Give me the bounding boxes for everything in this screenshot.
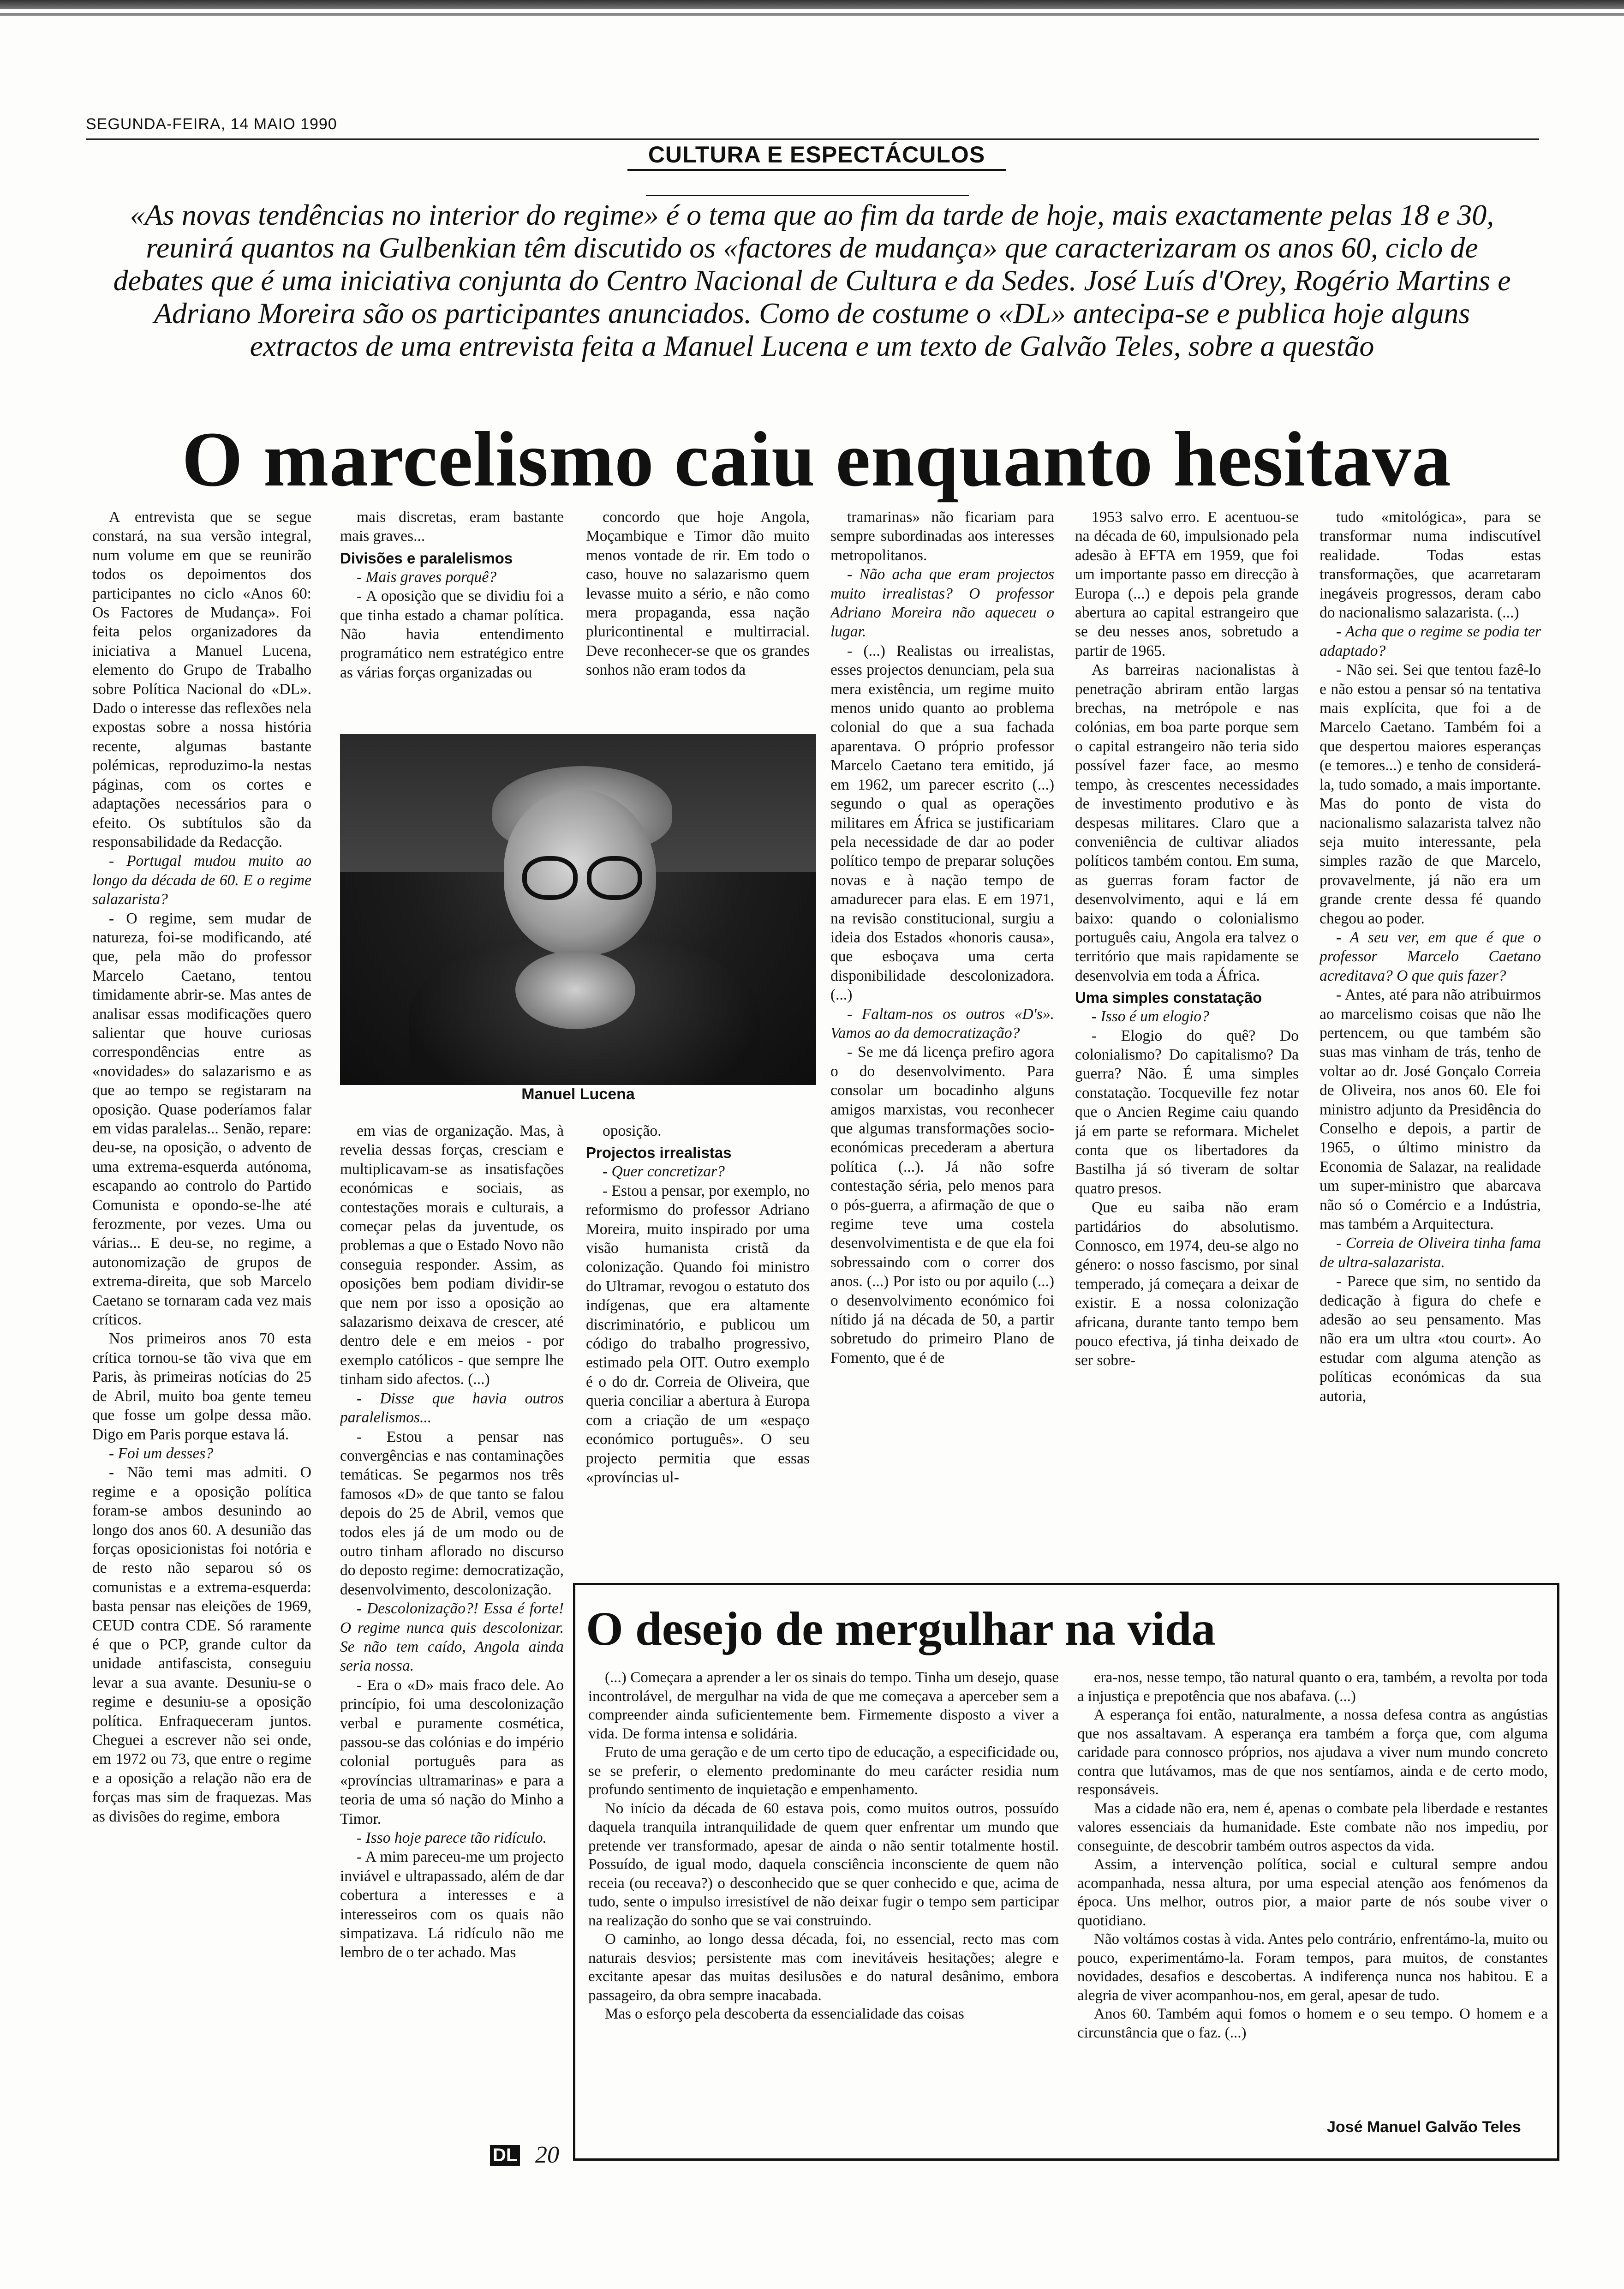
column-3-top <box>586 508 810 720</box>
subheading: Projectos irrealistas <box>586 1144 732 1162</box>
body-paragraph: 1953 salvo erro. E acentuou-se na década de 60, impulsionado pela adesão à EFTA em 1959, que foi um importante passo em direcção à Europa (...) e depois pela grande abertura ao capital estrangeiro que se deu nesses anos, sobretudo a partir de 1965. <box>1075 509 1299 659</box>
sidebar-title: O desejo de mergulhar na vida <box>586 1602 1216 1655</box>
sidebar-paragraph: (...) Começara a aprender a ler os sinais do tempo. Tinha um desejo, quase incontrolável, de mergulhar na vida de que me começava a aperceber sem a compreender ainda suficientemente bem. Firmemente disposto a viver a vida. De forma intensa e solidária. <box>588 1669 1059 1742</box>
page-date: SEGUNDA-FEIRA, 14 MAIO 1990 <box>86 115 337 133</box>
interview-question: - Faltam-nos os outros «D's». Vamos ao da democratização? <box>830 1005 1054 1042</box>
column-1 <box>92 508 311 2178</box>
body-paragraph: em vias de organização. Mas, à revelia dessas forças, cresciam e multiplicavam-se as insatisfações económicas e sociais, as contestações morais e culturais, a começar pelas da juventude, os problemas a que o Estado Novo não conseguia responder. Assim, as oposições bem podiam dividir-se que nem por isso a oposição ao salazarismo deixava de crescer, até dentro dele e em meios - por exemplo católicos - que sempre lhe tinham sido afectos. (...) <box>340 1122 564 1388</box>
sidebar-paragraph: era-nos, nesse tempo, tão natural quanto o era, também, a revolta por toda a injustiça e prepotência que nos abafava. (...) <box>1077 1669 1548 1705</box>
body-paragraph: - Estou a pensar, por exemplo, no reformismo do professor Adriano Moreira, muito inspirado por uma visão humanista cristã da colonização. Quando foi ministro do Ultramar, revogou o estatuto dos indígenas, que era altamente discriminatório, e publicou um código do trabalho progressivo, estimado pela OIT. Outro exemplo é o do dr. Correia de Oliveira, que queria conciliar a abertura à Europa com a criação de um «espaço económico português». O seu projecto permitia que essas «províncias ul- <box>586 1182 810 1486</box>
body-paragraph: - O regime, sem mudar de natureza, foi-se modificando, até que, pela mão do professor Marcelo Caetano, tentou timidamente abrir-se. Mas antes de analisar essas modificações quero salientar que houve curiosas correspondências entre as «novidades» do salazarismo e as que ao tempo se registaram na oposição. Quase poderíamos falar em vidas paralelas... Senão, repare: deu-se, na oposição, o advento de uma extrema-esquerda autónoma, escapando ao controlo do Partido Comunista e opondo-se-lhe até ferozmente, por vezes. Uma ou várias... E deu-se, no regime, a autonomização de grupos de extrema-direita, que sob Marcelo Caetano se tornaram cada vez mais críticos. <box>92 910 311 1329</box>
interview-question: - Não acha que eram projectos muito irrealistas? O professor Adriano Moreira não aqueceu o lugar. <box>830 566 1054 641</box>
sidebar-paragraph: Mas o esforço pela descoberta da essencialidade das coisas <box>605 2006 964 2022</box>
body-paragraph: - Não sei. Sei que tentou fazê-lo e não estou a pensar só na tentativa mais explícita, que foi a de Marcelo Caetano. Também foi a que despertou maiores esperanças (e temores...) e tenho de considerá-la, tudo somado, a mais importante. Mas do ponto de vista do nacionalismo salazarista talvez não seja muito interessante, pela simples razão de que Marcelo, provavelmente, já não era um grande crente dessa fé quando chegou ao poder. <box>1320 661 1541 927</box>
headline: O marcelismo caiu enquanto hesitava <box>182 416 1451 503</box>
column-5 <box>1075 508 1299 1574</box>
body-paragraph: - Não temi mas admiti. O regime e a oposição política foram-se ambos desunindo ao longo dos anos 60. A desunião das forças oposicionistas foi notória e de resto não separou só os comunistas e a extrema-esquerda: basta pensar nas eleições de 1969, CEUD contra CDE. Só raramente é que o PCP, grande cultor da unidade antifascista, conseguiu levar a sua avante. Desuniu-se o regime e desuniu-se a oposição política. Enfraqueceram juntos. Cheguei a escrever não sei onde, em 1972 ou 73, que entre o regime e a oposição a relação não era de forças mas sim de fraquezas. Mas as divisões do regime, embora <box>92 1464 311 1825</box>
sidebar-paragraph: Fruto de uma geração e de um certo tipo de educação, a especificidade ou, se se preferir, o elemento predominante do meu carácter residia num profundo sentimento de inquietação e empenhamento. <box>588 1744 1059 1798</box>
body-paragraph: Que eu saiba não eram partidários do absolutismo. Connosco, em 1974, deu-se algo no género: o nosso fascismo, por sinal temperado, já começara a deixar de existir. E a nossa colonização africana, durante tanto tempo bem pouco efectiva, já tinha deixado de ser sobre- <box>1075 1199 1299 1369</box>
body-paragraph: - Se me dá licença prefiro agora o do desenvolvimento. Para consolar um bocadinho alguns amigos marxistas, vou reconhecer que algumas transformações socio-económicas precederam a abertura política (...). Já não sofre contestação séria, pelo menos para o pós-guerra, a afirmação de que o regime teve uma costela desenvolvimentista e de que ela foi sobressaindo com o correr dos anos. (...) Por isto ou por aquilo (...) o desenvolvimento económico foi nítido já na década de 50, a partir sobretudo do primeiro Plano de Fomento, que é de <box>830 1043 1054 1366</box>
body-paragraph: - Parece que sim, no sentido da dedicação à figura do chefe e adesão ao seu pensamento. Mas não era um ultra «tou court». Ao estudar com alguma atenção as políticas económicas da sua autoria, <box>1320 1273 1541 1405</box>
body-paragraph: Nos primeiros anos 70 esta crítica tornou-se tão viva que em Paris, às primeiras notícias do 25 de Abril, muito boa gente temeu que fosse um golpe dessa mão. Digo em Paris porque estava lá. <box>92 1330 311 1443</box>
sidebar-paragraph: Anos 60. Também aqui fomos o homem e o seu tempo. O homem e a circunstância que o faz. (...) <box>1077 2006 1548 2041</box>
column-4 <box>830 508 1054 1574</box>
column-2-bottom <box>340 1121 564 2178</box>
body-paragraph: - Era o «D» mais fraco dele. Ao princípio, foi uma descolonização verbal e puramente cosmética, passou-se das colónias e do império colonial português para as «províncias ultramarinas» e para a teoria de uma só nação do Minho a Timor. <box>340 1676 564 1828</box>
body-paragraph: tudo «mitológica», para se transformar numa indiscutível realidade. Todas estas transformações, que acarretaram inegáveis progressos, deram cabo do nacionalismo salazarista. (...) <box>1320 509 1541 622</box>
body-paragraph: tramarinas» não ficariam para sempre subordinadas aos interesses metropolitanos. <box>830 509 1054 564</box>
interview-question: - Acha que o regime se podia ter adaptado? <box>1320 623 1541 659</box>
section-rule <box>646 195 969 196</box>
subheading: Uma simples constatação <box>1075 989 1262 1007</box>
body-paragraph: A entrevista que se segue constará, na sua versão integral, num volume em que se reunirão todos os depoimentos dos participantes no ciclo «Anos 60: Os Factores de Mudança». Foi feita pelos organizadores da iniciativa a Manuel Lucena, elemento do Grupo de Trabalho sobre Política Nacional do «DL». Dado o interesse das reflexões nela expostas sobre a nossa história recente, algumas bastante polémicas, reproduzimo-la nestas páginas, com os cortes e adaptações necessários para o efeito. Os subtítulos são da responsabilidade da Redacção. <box>92 509 311 851</box>
body-paragraph: As barreiras nacionalistas à penetração abriram então largas brechas, na metrópole e nas colónias, em boa parte porque sem o capital estrangeiro não teria sido possível fazer face, ao mesmo tempo, às crescentes necessidades de investimento produtivo e às despesas militares. Claro que a conveniência de cultivar aliados políticos também contou. Em suma, as guerras foram factor de desenvolvimento, aqui e lá em baixo: quando o colonialismo português caiu, Angola era talvez o território que mais rapidamente se desenvolvia em toda a África. <box>1075 661 1299 984</box>
lead-paragraph: «As novas tendências no interior do regime» é o tema que ao fim da tarde de hoje, mais exactamente pelas 18 e 30, reunirá quantos na Gulbenkian têm discutido os «factores de mudança» que caracterizaram os anos 60, ciclo de debates que é uma iniciativa conjunta do Centro Nacional de Cultura e da Sedes. José Luís d'Orey, Rogério Martins e Adriano Moreira são os participantes anunciados. Como de costume o «DL» antecipa-se e publica hoje alguns extractos de uma entrevista feita a Manuel Lucena e um texto de Galvão Teles, sobre a questão <box>113 198 1511 362</box>
interview-question: - Correia de Oliveira tinha fama de ultra-salazarista. <box>1320 1234 1541 1271</box>
body-paragraph: - Elogio do quê? Do colonialismo? Do capitalismo? Da guerra? Não. É uma simples constatação. Tocqueville fez notar que o Ancien Regime caiu quando já em parte se reformara. Michelet conta que os libertadores da Bastilha já só tiveram de soltar quatro presos. <box>1075 1027 1299 1197</box>
top-border <box>0 0 1624 9</box>
header-rule <box>86 138 1539 140</box>
body-paragraph: concordo que hoje Angola, Moçambique e Timor dão muito menos vontade de rir. Em todo o caso, houve no salazarismo quem levasse muito a sério, e não como mera propaganda, essa nação pluricontinental e multirracial. Deve reconhecer-se que os grandes sonhos não eram todos da <box>586 509 810 679</box>
author-signature: José Manuel Galvão Teles <box>1327 2118 1521 2136</box>
interview-question: - Portugal mudou muito ao longo da década de 60. E o regime salazarista? <box>92 852 311 908</box>
interview-question: - Disse que havia outros paralelismos... <box>340 1390 564 1426</box>
body-paragraph: mais discretas, eram bastante mais graves... <box>340 509 564 545</box>
interview-question: - Isso hoje parece tão ridículo. <box>357 1829 547 1847</box>
section-title: CULTURA E ESPECTÁCULOS <box>627 141 1006 171</box>
interview-question: - A seu ver, em que é que o professor Marcelo Caetano acreditava? O que quis fazer? <box>1320 929 1541 984</box>
body-paragraph: oposição. <box>603 1122 662 1139</box>
sidebar-paragraph: Mas a cidade não era, nem é, apenas o combate pela liberdade e restantes valores essenciais da humanidade. Este combate não nos impediu, por conseguinte, de descobrir também outros aspectos da vida. <box>1077 1800 1548 1854</box>
body-paragraph: - A mim pareceu-me um projecto inviável e ultrapassado, além de dar cobertura a interesses e a interesseiros com os quais não simpatizava. Lá ridículo não me lembro de o ter achado. Mas <box>340 1848 564 1961</box>
portrait-photo <box>340 734 816 1085</box>
sidebar-column-left <box>588 1668 1059 2153</box>
interview-question: - Mais graves porquê? <box>357 568 497 586</box>
column-3-bottom <box>586 1121 810 1574</box>
body-paragraph: - Estou a pensar nas convergências e nas contaminações temáticas. Se pegarmos nos três famosos «D» de que tanto se falou depois do 25 de Abril, vemos que todos eles já de um modo ou de outro tinham aflorado no discurso do deposto regime: democratização, desenvolvimento, descolonização. <box>340 1428 564 1598</box>
interview-question: - Quer concretizar? <box>603 1163 725 1180</box>
sidebar-paragraph: A esperança foi então, naturalmente, a nossa defesa contra as angústias que nos assaltavam. A esperança era também a força que, com alguma caridade para connosco próprios, nos ajudava a viver num mundo concreto contra que lutávamos, mas de que nos sentíamos, ainda e de certo modo, responsáveis. <box>1077 1707 1548 1798</box>
body-paragraph: - Antes, até para não atribuirmos ao marcelismo coisas que não lhe pertencem, ou que também são suas mas vinham de trás, tenho de voltar ao dr. José Gonçalo Correia de Oliveira, nos anos 60. Ele foi ministro adjunto da Presidência do Conselho e depois, a partir de 1965, o último ministro da Economia de Salazar, na realidade um super-ministro que abarcava não só o Comércio e a Indústria, mas também a Arquitectura. <box>1320 986 1541 1233</box>
interview-question: - Isso é um elogio? <box>1092 1008 1209 1025</box>
page-number: 20 <box>535 2142 559 2168</box>
interview-question: - Foi um desses? <box>109 1444 214 1462</box>
body-paragraph: - (...) Realistas ou irrealistas, esses projectos denunciam, pela sua mera existência, um regime muito menos unido quanto ao problema colonial do que a sua fachada aparentava. O próprio professor Marcelo Caetano tera emitido, já em 1962, um parecer escrito (...) segundo o qual as operações militares em África se justificariam pela necessidade de dar ao poder político tempo de preparar soluções novas e à nação tempo de amadurecer para elas. E em 1971, na revisão constitucional, surgiu a ideia dos Estados «honoris causa», que esboçava uma certa disponibilidade descolonizadora. (...) <box>830 642 1054 1004</box>
top-border-thin <box>0 13 1624 16</box>
sidebar-paragraph: No início da década de 60 estava pois, como muitos outros, possuído daquela tranquila intranquilidade de quem quer enfrentar um mundo que pretende ver transformado, apesar de ainda o não sentir totalmente hostil. Possuído, de igual modo, daquela consciência inconsciente de quem não receia (ou receava?) o desconhecido que se quer conhecido e que, acima de tudo, sente o impulso irresistível de não deixar fugir o tempo sem participar na realização do sonho que se vai construindo. <box>588 1800 1059 1929</box>
sidebar-paragraph: Assim, a intervenção política, social e cultural sempre andou acompanhada, nessa altura, por uma especial atenção aos fenómenos da época. Uns melhor, outros pior, a maior parte de nós soube viver o quotidiano. <box>1077 1856 1548 1929</box>
sidebar-paragraph: Não voltámos costas à vida. Antes pelo contrário, enfrentámo-la, muito ou pouco, experimentámo-la. Foram tempos, para muitos, de constantes novidades, desafios e descobertas. A indiferença nunca nos habitou. E a alegria de viver acompanhou-nos, em geral, apesar de tudo. <box>1077 1931 1548 2004</box>
interview-question: - Descolonização?! Essa é forte! O regime nunca quis descolonizar. Se não tem caído, Angola ainda seria nossa. <box>340 1600 564 1675</box>
dl-logo: DL <box>490 2145 522 2166</box>
sidebar-paragraph: O caminho, ao longo dessa década, foi, no essencial, recto mas com naturais desvios; persistente mas com inevitáveis hesitações; alegre e excitante apesar das muitas desilusões e do natural desânimo, embora passageiro, da obra sempre inacabada. <box>588 1931 1059 2004</box>
subheading: Divisões e paralelismos <box>340 549 513 567</box>
body-paragraph: - A oposição que se dividiu foi a que tinha estado a chamar política. Não havia entendimento programático nem estratégico entre as várias forças organizadas ou <box>340 587 564 681</box>
column-6 <box>1320 508 1541 1574</box>
column-2-top <box>340 508 564 720</box>
photo-caption: Manuel Lucena <box>521 1085 635 1103</box>
sidebar-column-right <box>1077 1668 1548 2111</box>
